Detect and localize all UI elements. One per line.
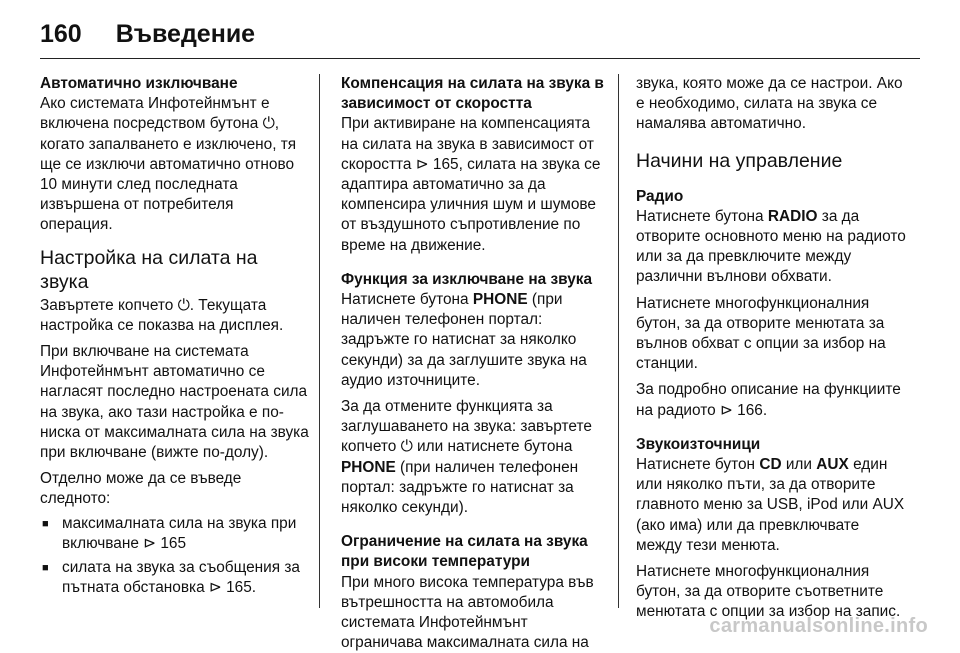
heading-radio: Радио — [636, 187, 684, 205]
watermark: carmanualsonline.info — [709, 615, 928, 637]
list-item: ■ силата на звука за съобщения за пътната обстановка ⊳ 165. — [40, 558, 310, 598]
page-title: Въведение — [115, 19, 256, 48]
page-header — [40, 14, 255, 54]
column-3 — [636, 74, 906, 623]
heading-speed-compensation: Компенсация на силата на звука в зависимост от скоростта — [341, 75, 604, 113]
heading-audio-sources: Звукоизточници — [636, 435, 761, 453]
paragraph-speed-compensation: При активиране на компенсацията на силата на звука в зависимост от скоростта ⊳ 165, силата на звука се адаптира автоматично за да компенсира уличния шум и шумове от въздушното съпротивление по време на движение. — [341, 115, 601, 254]
cd-key-label: CD — [759, 456, 782, 474]
column-divider-2 — [618, 74, 619, 608]
heading-volume-setting: Настройка на силата на звука — [40, 246, 258, 293]
phone-key-label: PHONE — [472, 291, 528, 309]
paragraph-radio-reference: За подробно описание на функциите на радиото ⊳ 166. — [636, 381, 901, 419]
paragraph-multifunction-radio: Натиснете многофункционалния бутон, за да отворите менютата за вълнов обхват с опции за избор на станции. — [636, 294, 886, 373]
heading-operation-modes: Начини на управление — [636, 149, 843, 172]
paragraph-continued: звука, която може да се настрои. Ако е необходимо, силата на звука се намалява автоматично. — [636, 75, 903, 133]
paragraph-volume-startup: При включване на системата Инфотейнмънт автоматично се нагласят последно настроената сила на звука, ако тази настройка е по-ниска от максималната сила на звука при включване (вижте по-долу). — [40, 343, 309, 462]
paragraph-auto-off: Ако системата Инфотейнмънт е включена посредством бутона ⏻, когато запалването е изключено, тя ще се изключи автоматично отново 10 минути след последната извършена от потребителя операция. — [40, 95, 297, 234]
list-item: ■ максималната сила на звука при включване ⊳ 165 — [40, 514, 310, 554]
column-divider-1 — [319, 74, 320, 608]
heading-auto-off: Автоматично изключване — [40, 75, 238, 92]
paragraph-unmute: За да отмените функцията за заглушаването на звука: завъртете копчето ⏻ или натиснете бутона PHONE (при наличен телефонен портал: задръжте го натиснат за няколко секунди). — [341, 398, 592, 517]
heading-mute-function: Функция за изключване на звука — [341, 270, 593, 288]
page-number: 160 — [40, 19, 82, 48]
column-2 — [341, 74, 611, 653]
header-divider — [40, 58, 920, 59]
column-1 — [40, 74, 310, 602]
aux-key-label: AUX — [816, 456, 849, 474]
phone-key-label: PHONE — [341, 458, 396, 476]
paragraph-mute: Натиснете бутона PHONE (при наличен телефонен портал: задръжте го натиснат за няколко секунди) за да заглушите звука на аудио източниците. — [341, 291, 587, 389]
radio-key-label: RADIO — [767, 207, 818, 225]
paragraph-audio-sources: Натиснете бутон CD или AUX един или няколко пъти, за да отворите главното меню за USB, iPod или AUX (ако има) или да превключвате между тези менюта. — [636, 456, 905, 554]
heading-temperature-limit: Ограничение на силата на звука при високи температури — [341, 533, 588, 571]
paragraph-multifunction-sources: Натиснете многофункционалния бутон, за да отворите съответните менютата с опции за избор на запис. — [636, 563, 901, 621]
paragraph-volume-knob: Завъртете копчето ⏻. Текущата настройка се показва на дисплея. — [40, 296, 284, 334]
settings-list — [40, 514, 310, 599]
paragraph-radio-button: Натиснете бутона RADIO за да отворите основното меню на радиото или за да превключите между различни вълнови обхвати. — [636, 207, 906, 286]
paragraph-separate-settings: Отделно може да се въведе следното: — [40, 470, 242, 508]
paragraph-temperature-limit: При много висока температура във вътрешността на автомобила системата Инфотейнмънт ограничава максималната сила на — [341, 573, 594, 652]
